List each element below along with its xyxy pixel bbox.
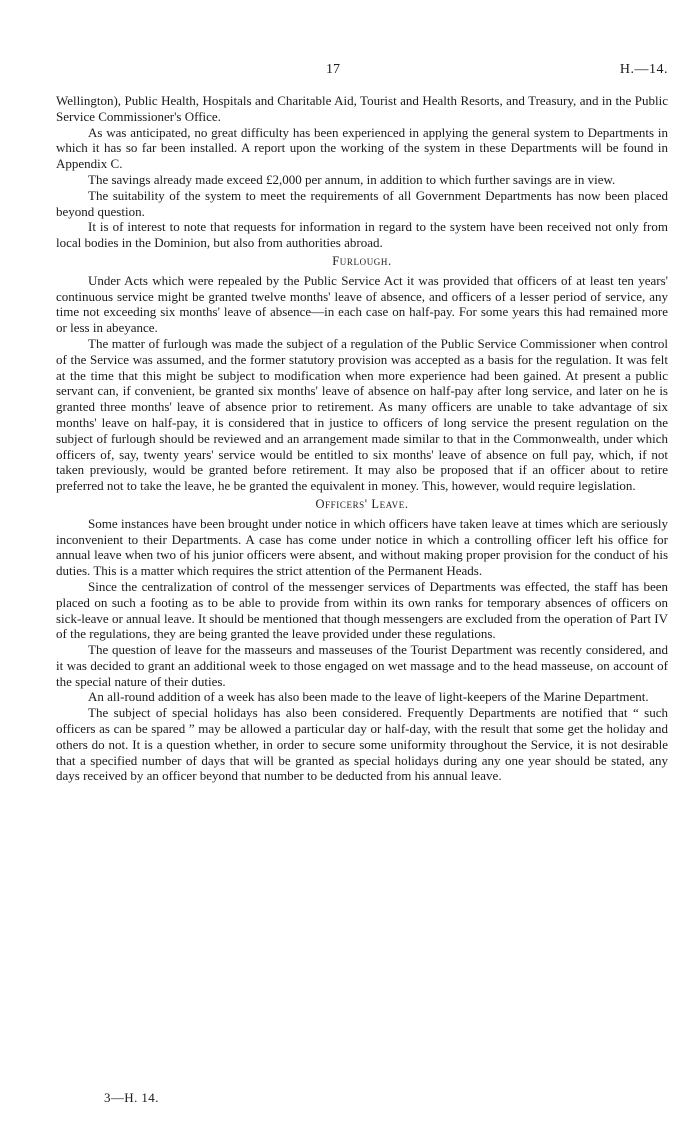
- paragraph: Wellington), Public Health, Hospitals and Charitable Aid, Tourist and Health Resorts, and Treasury, and in the Public Service Commissioner's Office.: [56, 93, 668, 124]
- paragraph: Since the centralization of control of the messenger services of Departments was effected, the staff has been placed on such a footing as to be able to provide from within its own ranks for temporary absences of officers on sick-leave or annual leave. It should be mentioned that though messengers are excluded from the operation of Part IV of the regulations, they are being granted the leave provided under these regulations.: [56, 578, 668, 642]
- page-header: [0, 62, 700, 82]
- section-heading-furlough: Furlough.: [332, 253, 392, 268]
- paragraph: The question of leave for the masseurs and masseuses of the Tourist Department was recently considered, and it was decided to grant an additional week to those engaged on wet massage and to the head masseuse, on account of the special nature of their duties.: [56, 642, 668, 689]
- paragraph: Some instances have been brought under notice in which officers have taken leave at times which are seriously inconvenient to their Departments. A case has come under notice in which a controlling officer left his office for annual leave when two of his junior officers were absent, and without making proper provision for the conduct of his duties. This is a matter which requires the strict attention of the Permanent Heads.: [56, 515, 668, 579]
- paragraph: The matter of furlough was made the subject of a regulation of the Public Service Commissioner when control of the Service was assumed, and the former statutory provision was accepted as a basis for the regulation. It was felt at the time that this might be subject to modification when more experience had been gained. At present a public servant can, if convenient, be granted six months' leave of absence on half-pay after long service, and later on he is granted three months' leave of absence prior to retirement. As many officers are unable to take advantage of six months' leave on half-pay, it is considered that in justice to officers of long service the present regulation on the subject of furlough should be reviewed and an arrangement made similar to that in the Commonwealth, under which officers of, say, twenty years' service would be entitled to six months' leave of absence on full pay, which, if not taken previously, would be granted before retirement. It may also be proposed that if an officer about to retire preferred not to take the leave, he be granted the equivalent in money. This, however, would require legislation.: [56, 335, 668, 494]
- paragraph: Under Acts which were repealed by the Public Service Act it was provided that officers of at least ten years' continuous service might be granted twelve months' leave of absence, and officers of a lesser period of service, any time not exceeding six months' leave of absence—in each case on half-pay. For some years this had remained more or less in abeyance.: [56, 272, 668, 336]
- body-text: [56, 93, 668, 784]
- paragraph: An all-round addition of a week has also been made to the leave of light-keepers of the Marine Department.: [88, 689, 649, 705]
- signature-mark: 3—H. 14.: [104, 1090, 159, 1105]
- document-reference: H.—14.: [619, 62, 668, 77]
- page-number: 17: [326, 62, 340, 77]
- paragraph: The subject of special holidays has also been considered. Frequently Departments are notified that “ such officers as can be spared ” may be allowed a particular day or half-day, with the result that some get the holiday and others do not. It is a question whether, in order to secure some uniformity throughout the Service, it is not desirable that a specified number of days that will be granted as special holidays during any one year should be stated, any days received by an officer beyond that number to be deducted from his annual leave.: [56, 705, 668, 784]
- paragraph: As was anticipated, no great difficulty has been experienced in applying the general system to Departments in which it has so far been installed. A report upon the working of the system in these Departments will be found in Appendix C.: [56, 124, 668, 172]
- paragraph: The savings already made exceed £2,000 per annum, in addition to which further savings are in view.: [88, 171, 616, 187]
- section-heading-officers-leave: Officers' Leave.: [315, 496, 409, 511]
- paragraph: It is of interest to note that requests for information in regard to the system have been received not only from local bodies in the Dominion, but also from authorities abroad.: [56, 219, 668, 251]
- paragraph: The suitability of the system to meet the requirements of all Government Departments has now been placed beyond question.: [56, 187, 668, 219]
